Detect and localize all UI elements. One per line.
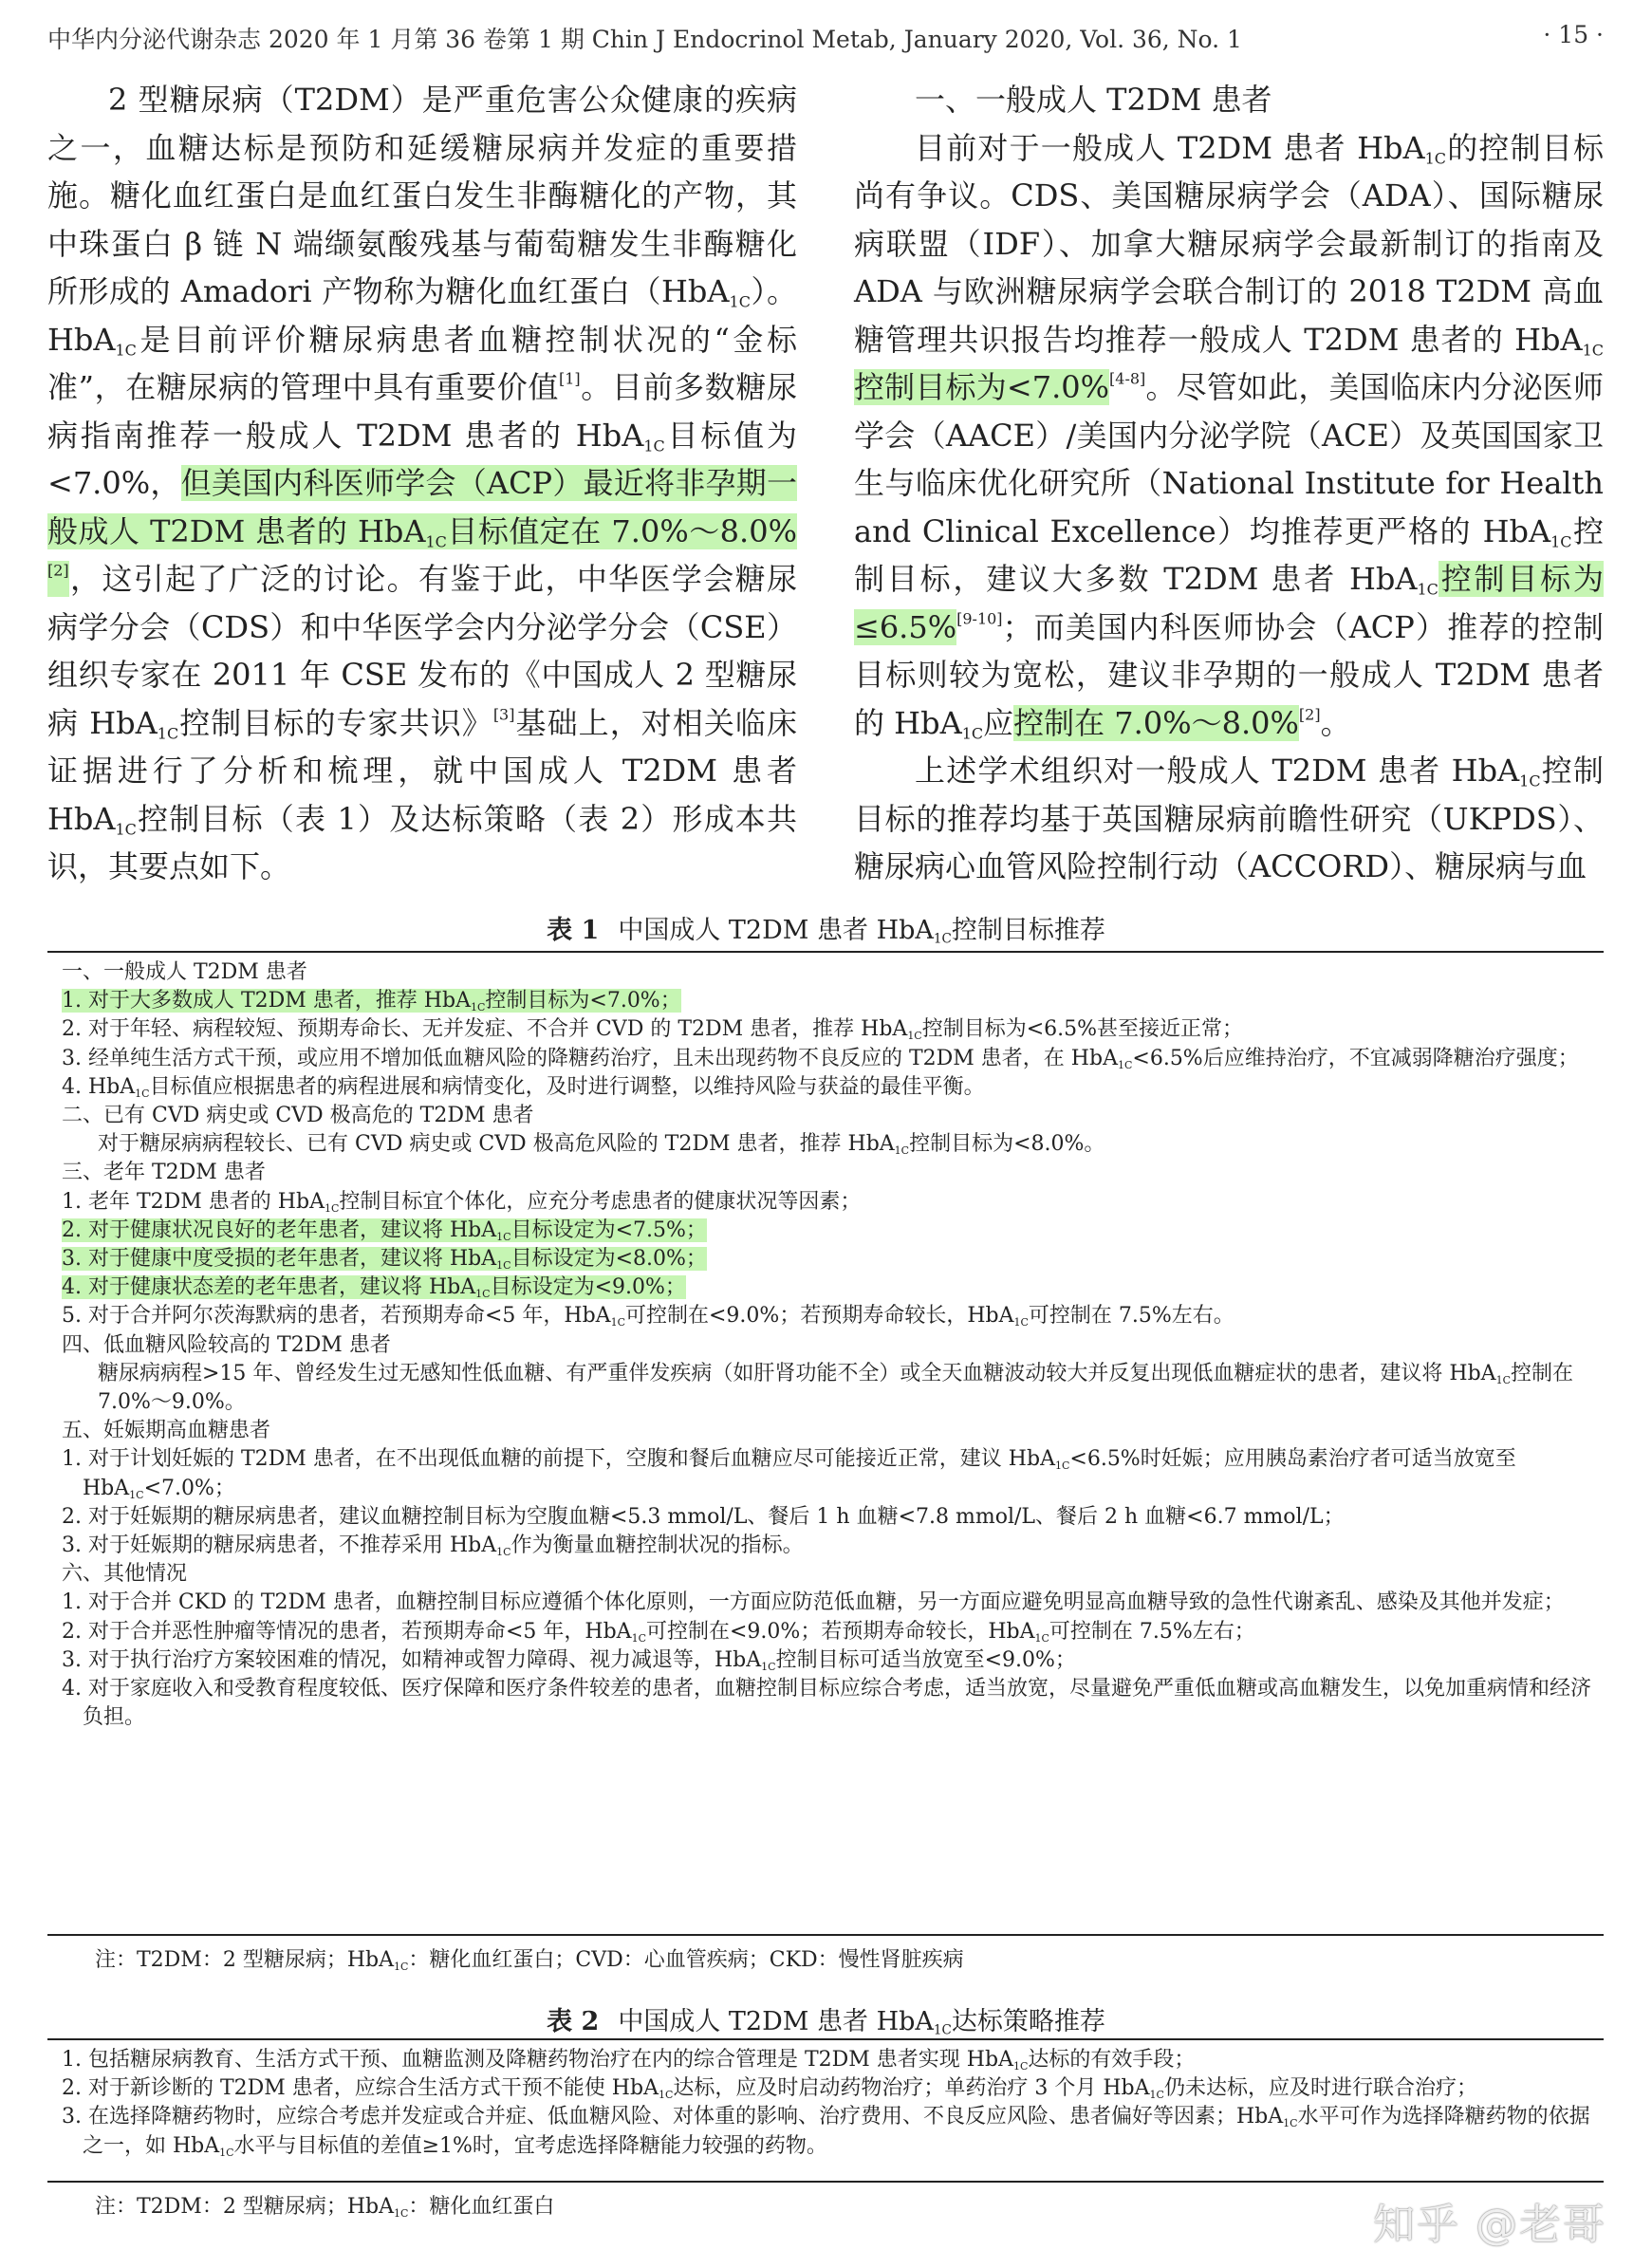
table2-body [52, 2046, 1601, 2161]
table1-item: 3. 对于妊娠期的糖尿病患者，不推荐采用 HbA$_{1C}$作为衡量血糖控制状况的指标。 [62, 1534, 804, 1558]
zhihu-watermark: 知乎 @老哥 [1373, 2201, 1606, 2249]
table1-item: 3. 对于执行治疗方案较困难的情况，如精神或智力障碍、视力减退等，HbA$_{1C}$控制目标可适当放宽至<9.0%； [62, 1647, 1076, 1673]
table2-bottom-rule [47, 2181, 1604, 2183]
highlight-target-6-5: 控制目标为≤6.5% [854, 561, 1604, 645]
body-paragraph-2: 上述学术组织对一般成人 T2DM 患者 HbA$_{1C}$控制目标的推荐均基于英国糖尿病前瞻性研究（UKPDS）、糖尿病心血管风险控制行动（ACCORD）、糖尿病与血 [854, 753, 1604, 884]
table1-item: 2. 对于年轻、病程较短、预期寿命长、无并发症、不合并 CVD 的 T2DM 患者，推荐 HbA$_{1C}$控制目标为<6.5%甚至接近正常； [62, 1017, 1244, 1043]
table1-item: 2. 对于合并恶性肿瘤等情况的患者，若预期寿命<5 年，HbA$_{1C}$可控制在<9.0%；若预期寿命较长，HbA$_{1C}$可控制在 7.5%左右； [62, 1619, 1255, 1645]
highlight-target-7-8: 控制在 7.0%～8.0% [1013, 704, 1299, 741]
table2-item: 2. 对于新诊断的 T2DM 患者，应综合生活方式干预不能使 HbA$_{1C}$达标，应及时启动药物治疗；单药治疗 3 个月 HbA$_{1C}$仍未达标，应及时进行联合治疗； [62, 2076, 1477, 2102]
section-heading: 一、一般成人 T2DM 患者 [915, 82, 1272, 118]
table1-section-5: 五、妊娠期高血糖患者 [62, 1419, 271, 1443]
table1-item: 1. 对于合并 CKD 的 T2DM 患者，血糖控制目标应遵循个体化原则，一方面应防范低血糖，另一方面应避免明显高血糖导致的急性代谢紊乱、感染及其他并发症； [62, 1590, 1565, 1615]
table1-item: 5. 对于合并阿尔茨海默病的患者，若预期寿命<5 年，HbA$_{1C}$可控制在<9.0%；若预期寿命较长，HbA$_{1C}$可控制在 7.5%左右。 [62, 1304, 1234, 1329]
table1-item: 对于糖尿病病程较长、已有 CVD 病史或 CVD 极高危风险的 T2DM 患者，推荐 HbA$_{1C}$控制目标为<8.0%。 [98, 1132, 1105, 1158]
citation-1: [1] [558, 369, 581, 388]
table1-item: 3. 经单纯生活方式干预，或应用不增加低血糖风险的降糖药治疗，且未出现药物不良反应的 T2DM 患者，在 HbA$_{1C}$<6.5%后应维持治疗，不宜减弱降糖治疗强度； [62, 1046, 1579, 1071]
table1-item: 4. 对于家庭收入和受教育程度较低、医疗保障和医疗条件较差的患者，血糖控制目标应综合考虑，适当放宽，尽量避免严重低血糖或高血糖发生，以免加重病情和经济负担。 [62, 1677, 1591, 1730]
highlight-target-7: 控制目标为<7.0% [854, 369, 1110, 405]
intro-paragraph: 2 型糖尿病（T2DM）是严重危害公众健康的疾病之一，血糖达标是预防和延缓糖尿病并发症的重要措施。糖化血红蛋白是血红蛋白发生非酶糖化的产物，其中珠蛋白 β 链 N 端缬氨酸残基与葡萄糖发生非酶糖化所形成的 Amadori 产物称为糖化血红蛋白（HbA$_{1C}$）。HbA$_{1C}$是目前评价糖尿病患者血糖控制状况的“金标准”，在糖尿病的管理中具有重要价值[1]。目前多数糖尿病指南推荐一般成人 T2DM 患者的 HbA$_{1C}$目标值为<7.0%，但美国内科医师学会（ACP）最近将非孕期一般成人 T2DM 患者的 HbA$_{1C}$目标值定在 7.0%～8.0%[2]，这引起了广泛的讨论。有鉴于此，中华医学会糖尿病学分会（CDS）和中华医学会内分泌学分会（CSE）组织专家在 2011 年 CSE 发布的《中国成人 2 型糖尿病 HbA$_{1C}$控制目标的专家共识》[3]基础上，对相关临床证据进行了分析和梳理，就中国成人 T2DM 患者 HbA$_{1C}$控制目标（表 1）及达标策略（表 2）形成本共识，其要点如下。 [47, 82, 797, 884]
table2-item: 1. 包括糖尿病教育、生活方式干预、血糖监测及降糖药物治疗在内的综合管理是 T2DM 患者实现 HbA$_{1C}$达标的有效手段； [62, 2048, 1196, 2073]
table1-bottom-rule [47, 1934, 1604, 1936]
body-paragraph-1: 目前对于一般成人 T2DM 患者 HbA$_{1C}$的控制目标尚有争议。CDS、美国糖尿病学会（ADA）、国际糖尿病联盟（IDF）、加拿大糖尿病学会最新制订的指南及 ADA 与欧洲糖尿病学会联合制订的 2018 T2DM 高血糖管理共识报告均推荐一般成人 T2DM 患者的 HbA$_{1C}$控制目标为<7.0%[4-8]。尽管如此，美国临床内分泌医师学会（AACE）/美国内分泌学院（ACE）及英国国家卫生与临床优化研究所（National Institute for Health and Clinical Excellence）均推荐更严格的 HbA$_{1C}$控制目标，建议大多数 T2DM 患者 HbA$_{1C}$控制目标为≤6.5%[9-10]；而美国内科医师协会（ACP）推荐的控制目标则较为宽松，建议非孕期的一般成人 T2DM 患者的 HbA$_{1C}$应控制在 7.0%～8.0%[2]。 [854, 129, 1604, 743]
citation-3: [3] [492, 705, 515, 724]
table1-section-1: 一、一般成人 T2DM 患者 [62, 960, 307, 984]
left-column [47, 76, 797, 891]
table2-note: 注：T2DM：2 型糖尿病；HbA$_{1C}$：糖化血红蛋白 [95, 2195, 555, 2220]
table2-caption: 表 2 中国成人 T2DM 患者 HbA$_{1C}$达标策略推荐 [547, 2007, 1105, 2038]
table1-item: 糖尿病病程>15 年、曾经发生过无感知性低血糖、有严重伴发疾病（如肝肾功能不全）或全天血糖波动较大并反复出现低血糖症状的患者，建议将 HbA$_{1C}$控制在 7.0%～9.0%。 [98, 1361, 1574, 1415]
table1-item: 3. 对于健康中度受损的老年患者，建议将 HbA$_{1C}$目标设定为<8.0%； [62, 1247, 707, 1272]
table1-item: 2. 对于健康状况良好的老年患者，建议将 HbA$_{1C}$目标设定为<7.5%； [62, 1218, 707, 1243]
journal-info: 中华内分泌代谢杂志 2020 年 1 月第 36 卷第 1 期 Chin J Endocrinol Metab, January 2020, Vol. 36, No. 1 [47, 26, 1242, 53]
table1-item: 2. 对于妊娠期的糖尿病患者，建议血糖控制目标为空腹血糖<5.3 mmol/L、餐后 1 h 血糖<7.8 mmol/L、餐后 2 h 血糖<6.7 mmol/L； [62, 1504, 1345, 1529]
table1-item: 4. 对于健康状态差的老年患者，建议将 HbA$_{1C}$目标设定为<9.0%； [62, 1275, 686, 1301]
table2-top-rule [47, 2038, 1604, 2040]
table1-body [52, 958, 1601, 1732]
table1-item: 1. 对于计划妊娠的 T2DM 患者，在不出现低血糖的前提下，空腹和餐后血糖应尽可能接近正常，建议 HbA$_{1C}$<6.5%时妊娠；应用胰岛素治疗者可适当放宽至 HbA$_{1C}$<7.0%； [62, 1447, 1516, 1501]
table1-top-rule [47, 951, 1604, 953]
table1-section-4: 四、低血糖风险较高的 T2DM 患者 [62, 1332, 391, 1357]
table1-item: 1. 老年 T2DM 患者的 HbA$_{1C}$控制目标宜个体化，应充分考虑患者的健康状况等因素； [62, 1189, 862, 1215]
highlight-acp-target: 但美国内科医师学会（ACP）最近将非孕期一般成人 T2DM 患者的 HbA$_{1C}$目标值定在 7.0%～8.0%[2] [47, 465, 797, 597]
running-header [47, 21, 1604, 55]
table1-note: 注：T2DM：2 型糖尿病；HbA$_{1C}$：糖化血红蛋白；CVD：心血管疾病；CKD：慢性肾脏疾病 [95, 1948, 964, 1973]
table1-item: 4. HbA$_{1C}$目标值应根据患者的病程进展和病情变化，及时进行调整，以维持风险与获益的最佳平衡。 [62, 1074, 985, 1100]
page-number: · 15 · [1543, 21, 1604, 48]
table1-caption: 表 1 中国成人 T2DM 患者 HbA$_{1C}$控制目标推荐 [547, 916, 1105, 947]
right-column [854, 76, 1604, 891]
table2-item: 3. 在选择降糖药物时，应综合考虑并发症或合并症、低血糖风险、对体重的影响、治疗费用、不良反应风险、患者偏好等因素；HbA$_{1C}$水平可作为选择降糖药物的依据之一，如 HbA$_{1C}$水平与目标值的差值≥1%时，宜考虑选择降糖能力较强的药物。 [62, 2105, 1590, 2159]
table1-section-3: 三、老年 T2DM 患者 [62, 1161, 266, 1185]
table1-section-2: 二、已有 CVD 病史或 CVD 极高危的 T2DM 患者 [62, 1104, 534, 1128]
table1-section-6: 六、其他情况 [62, 1562, 188, 1587]
table1-item: 1. 对于大多数成人 T2DM 患者，推荐 HbA$_{1C}$控制目标为<7.0%； [62, 989, 681, 1014]
